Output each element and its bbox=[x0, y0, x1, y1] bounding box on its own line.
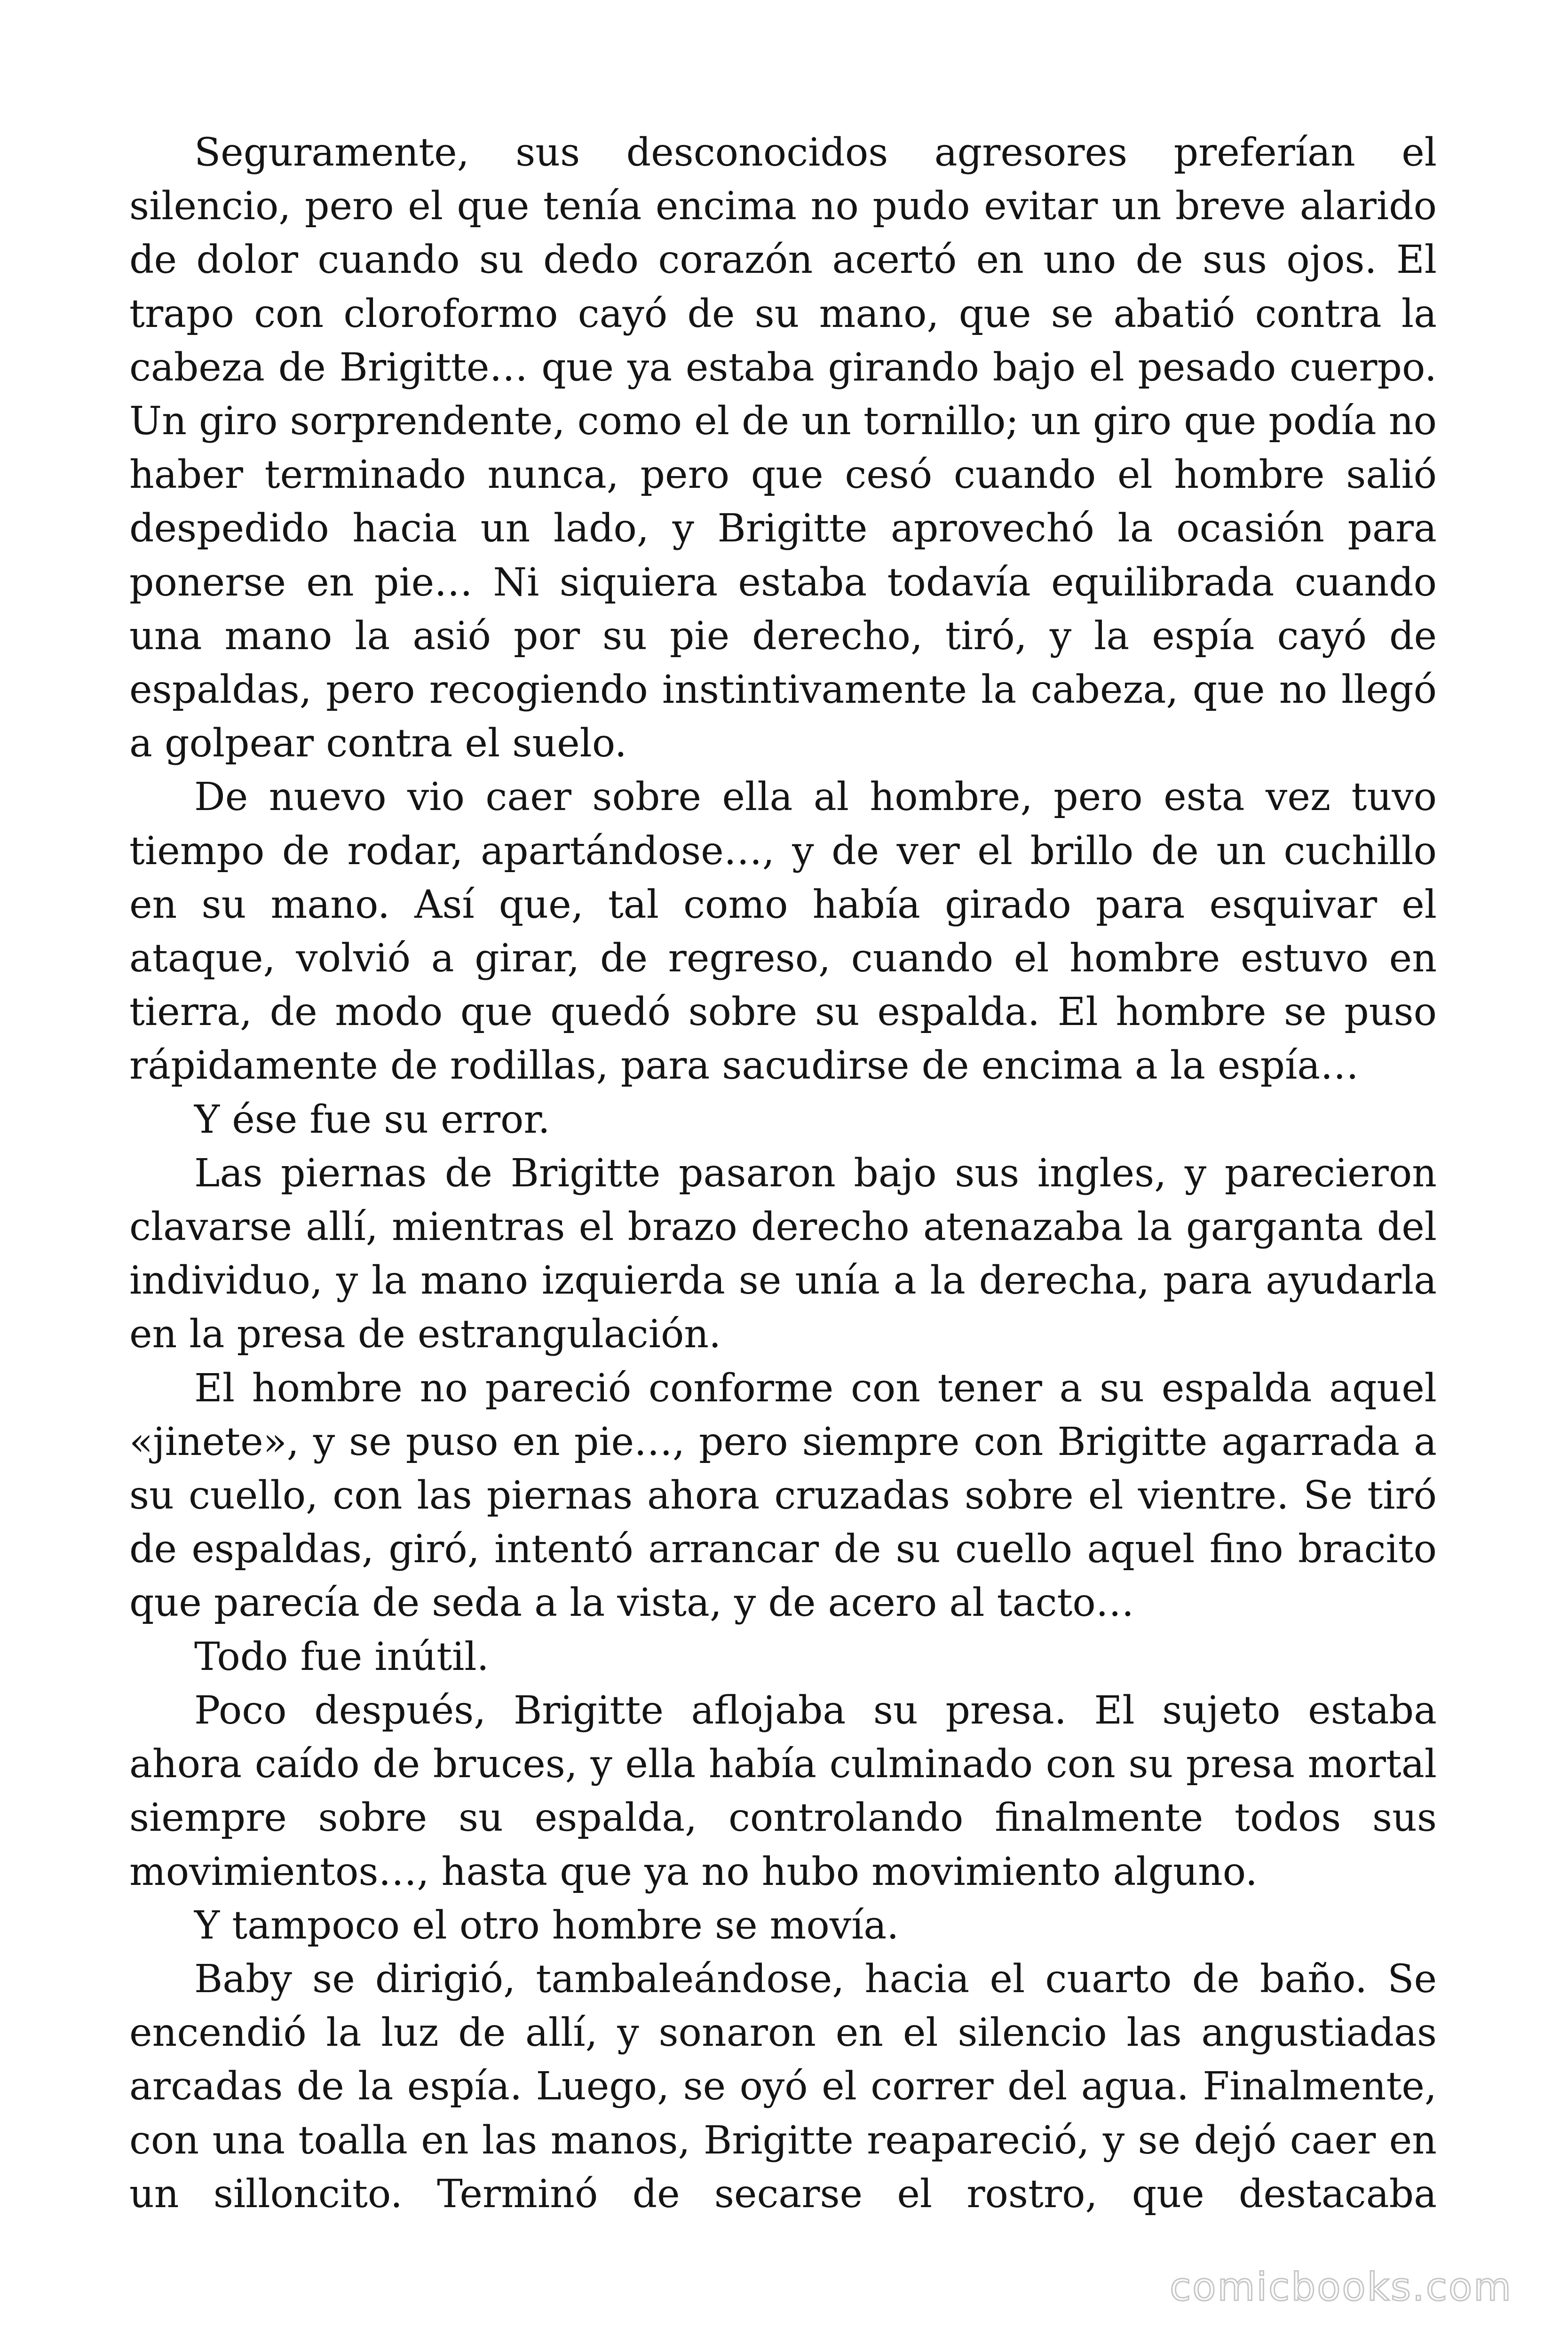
paragraph-5: El hombre no pareció conforme con tener a su espalda aquel «jinete», y se puso en pie…, pero siempre con Brigitte agarrada a su cuello, con las piernas ahora cruzadas sobre el vientre. Se tiró de espaldas, giró, intentó arrancar de su cuello aquel fino bracito que parecía de seda a la vista, y de acero al tacto… bbox=[129, 1366, 1437, 1626]
body-text bbox=[129, 126, 1437, 2221]
paragraph-9: Baby se dirigió, tambaleándose, hacia el cuarto de baño. Se encendió la luz de allí, y sonaron en el silencio las angustiadas arcadas de la espía. Luego, se oyó el correr del agua. Finalmente, con una toalla en las manos, Brigitte reapareció, y se dejó caer en un silloncito. Terminó de secarse el rostro, que destacaba bbox=[129, 1956, 1437, 2217]
watermark: comicbooks.com bbox=[1170, 2265, 1513, 2310]
paragraph-8: Y tampoco el otro hombre se movía. bbox=[194, 1903, 899, 1948]
paragraph-2: De nuevo vio caer sobre ella al hombre, pero esta vez tuvo tiempo de rodar, apartándose…, y de ver el brillo de un cuchillo en su mano. Así que, tal como había girado para esquivar el ataque, volvió a girar, de regreso, cuando el hombre estuvo en tierra, de modo que quedó sobre su espalda. El hombre se puso rápidamente de rodillas, para sacudirse de encima a la espía… bbox=[129, 775, 1437, 1089]
paragraph-1: Seguramente, sus desconocidos agresores preferían el silencio, pero el que tenía encima no pudo evitar un breve alarido de dolor cuando su dedo corazón acertó en uno de sus ojos. El trapo con cloroformo cayó de su mano, que se abatió contra la cabeza de Brigitte… que ya estaba girando bajo el pesado cuerpo. Un giro sorprendente, como el de un tornillo; un giro que podía no haber terminado nunca, pero que cesó cuando el hombre salió despedido hacia un lado, y Brigitte aprovechó la ocasión para ponerse en pie… Ni siquiera estaba todavía equilibrada cuando una mano la asió por su pie derecho, tiró, y la espía cayó de espaldas, pero recogiendo instintivamente la cabeza, que no llegó a golpear contra el suelo. bbox=[129, 130, 1437, 766]
paragraph-7: Poco después, Brigitte aflojaba su presa. El sujeto estaba ahora caído de bruces, y ella había culminado con su presa mortal siempre sobre su espalda, controlando finalmente todos sus movimientos…, hasta que ya no hubo movimiento alguno. bbox=[129, 1688, 1437, 1894]
paragraph-6: Todo fue inútil. bbox=[194, 1634, 489, 1679]
paragraph-4: Las piernas de Brigitte pasaron bajo sus ingles, y parecieron clavarse allí, mientras el brazo derecho atenazaba la garganta del individuo, y la mano izquierda se unía a la derecha, para ayudarla en la presa de estrangulación. bbox=[129, 1151, 1437, 1357]
paragraph-3: Y ése fue su error. bbox=[194, 1097, 550, 1142]
